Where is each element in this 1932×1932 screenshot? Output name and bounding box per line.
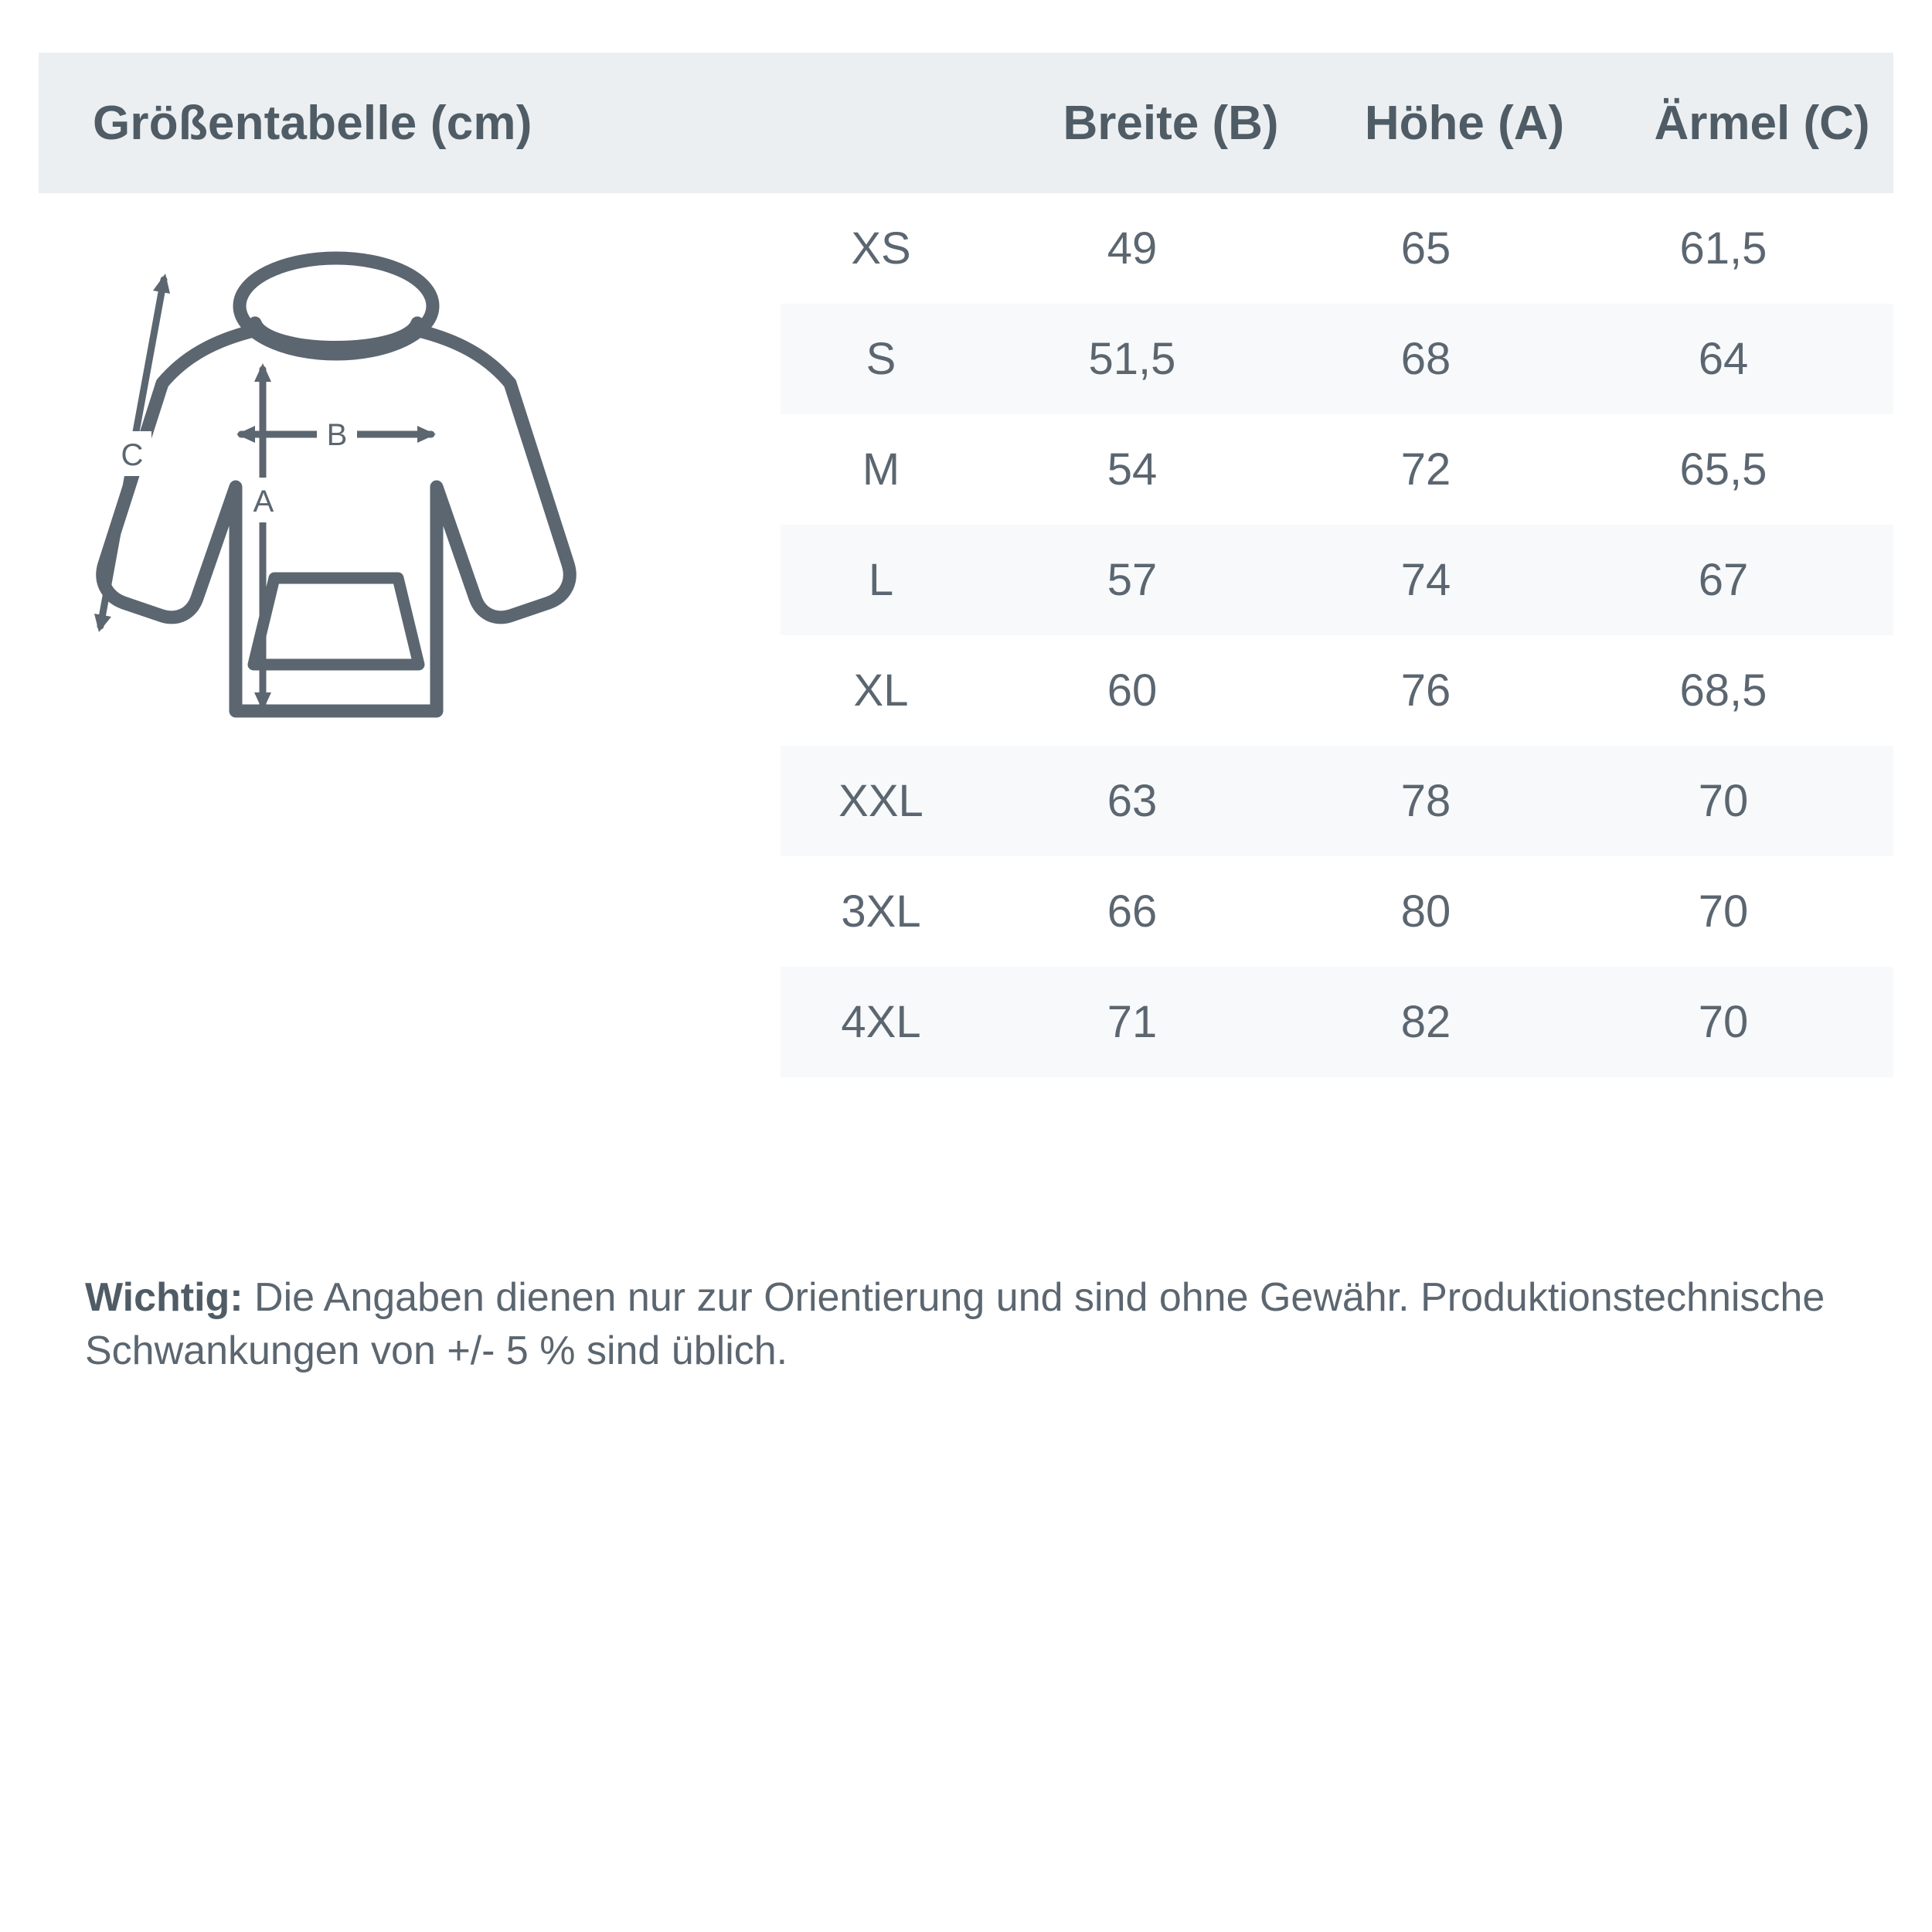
cell-size: S: [866, 334, 896, 384]
cell-sleeve: 67: [1698, 555, 1749, 605]
disclaimer-text: Die Angaben dienen nur zur Orientierung und sind ohne Gewähr. Produktionstechnische Schwankungen von +/- 5 % sind üblich.: [85, 1275, 1825, 1373]
cell-sleeve: 68,5: [1679, 665, 1767, 716]
cell-sleeve: 70: [1698, 776, 1749, 826]
cell-height: 82: [1400, 997, 1451, 1047]
column-header-sleeve: Ärmel (C): [1654, 96, 1870, 150]
cell-width: 60: [1107, 665, 1158, 716]
size-table: [781, 193, 1893, 1077]
cell-height: 74: [1400, 555, 1451, 605]
cell-sleeve: 65,5: [1679, 444, 1767, 495]
cell-sleeve: 64: [1698, 334, 1749, 384]
cell-width: 49: [1107, 223, 1158, 274]
cell-sleeve: 70: [1698, 886, 1749, 937]
disclaimer-note: [85, 1271, 1862, 1377]
cell-width: 54: [1107, 444, 1158, 495]
cell-size: XS: [851, 223, 911, 274]
cell-width: 57: [1107, 555, 1158, 605]
cell-width: 63: [1107, 776, 1158, 826]
figure-label-a: A: [253, 485, 274, 519]
cell-height: 80: [1400, 886, 1451, 937]
cell-width: 71: [1107, 997, 1158, 1047]
figure-label-c: C: [121, 438, 144, 472]
table-row: [781, 967, 1893, 1077]
table-row: [781, 746, 1893, 856]
table-row: [781, 856, 1893, 967]
page-title: Größentabelle (cm): [93, 96, 532, 150]
cell-size: L: [868, 555, 894, 605]
table-row: [781, 635, 1893, 746]
table-header-band: [39, 53, 1893, 193]
table-row: [781, 414, 1893, 525]
cell-height: 65: [1400, 223, 1451, 274]
cell-sleeve: 70: [1698, 997, 1749, 1047]
cell-width: 51,5: [1088, 334, 1176, 384]
cell-size: XL: [853, 665, 909, 716]
column-header-width: Breite (B): [1063, 96, 1279, 150]
cell-sleeve: 61,5: [1679, 223, 1767, 274]
cell-height: 68: [1400, 334, 1451, 384]
cell-height: 72: [1400, 444, 1451, 495]
cell-height: 78: [1400, 776, 1451, 826]
cell-size: 3XL: [841, 886, 921, 937]
cell-size: M: [862, 444, 900, 495]
cell-width: 66: [1107, 886, 1158, 937]
table-row: [781, 193, 1893, 304]
cell-size: XXL: [838, 776, 923, 826]
disclaimer-lead: Wichtig:: [85, 1275, 243, 1320]
column-headers: [819, 53, 1932, 193]
table-row: [781, 525, 1893, 635]
cell-size: 4XL: [841, 997, 921, 1047]
hoodie-measurement-icon: [70, 232, 765, 819]
cell-height: 76: [1400, 665, 1451, 716]
figure-label-b: B: [326, 418, 348, 452]
column-header-height: Höhe (A): [1364, 96, 1565, 150]
table-row: [781, 304, 1893, 414]
